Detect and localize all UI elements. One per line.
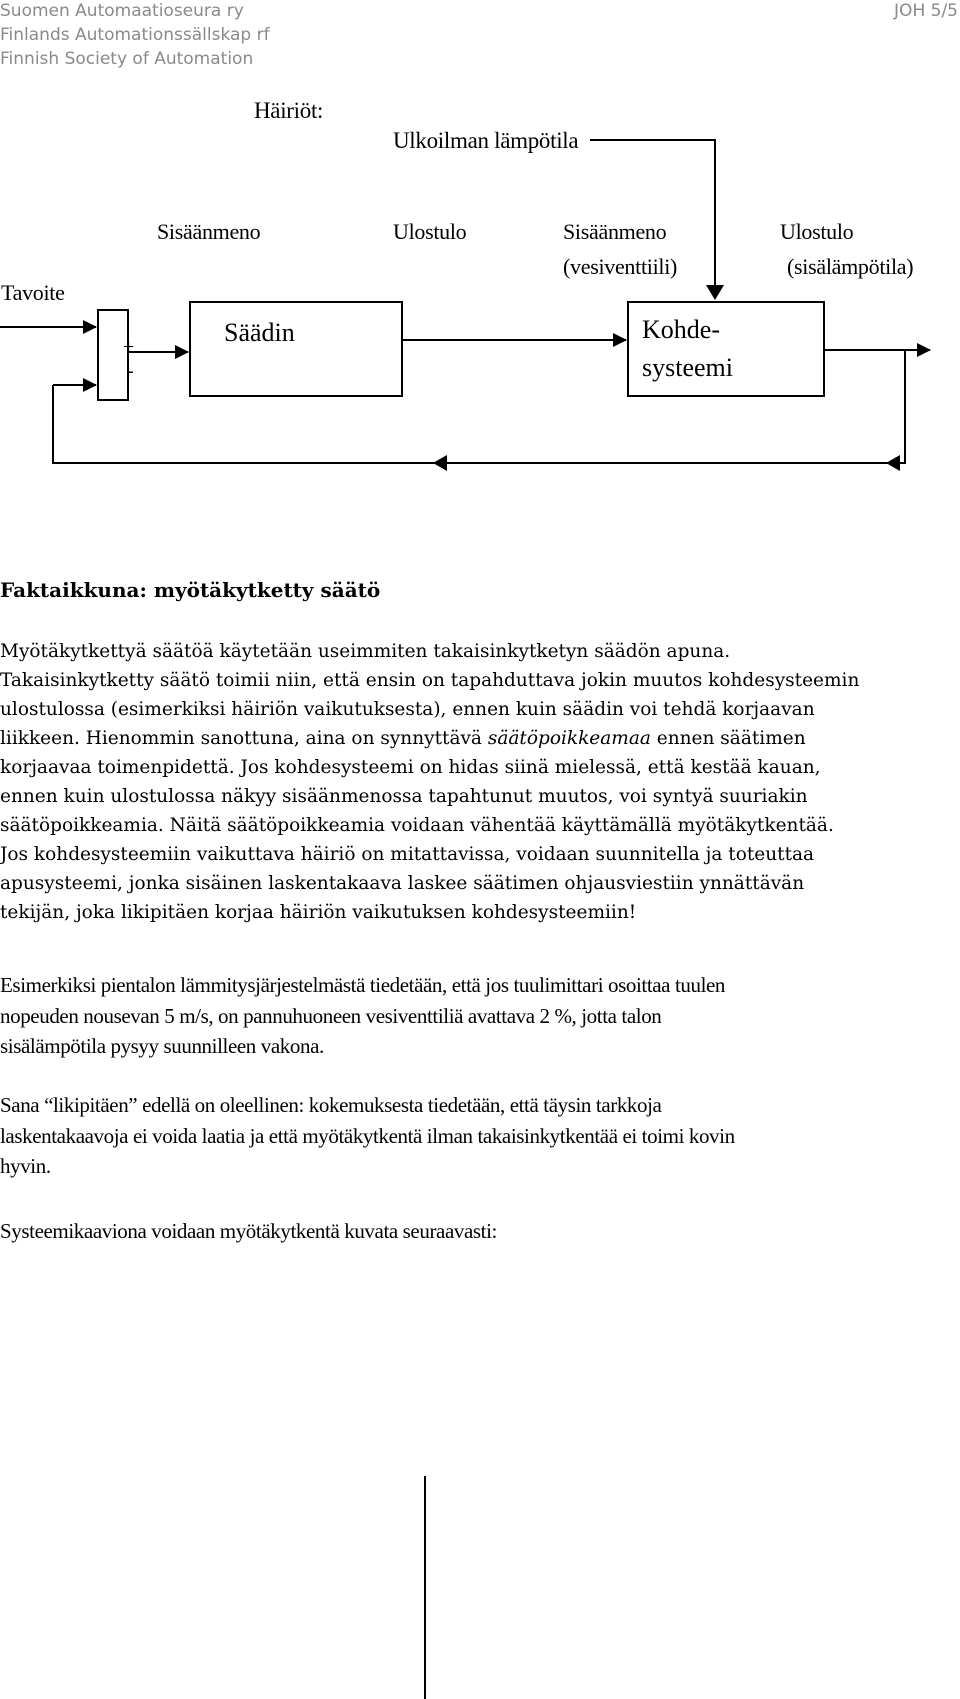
- text-line: korjaavaa toimenpidettä. Jos kohdesysteemi on hidas siinä mielessä, että kestää kauan,: [0, 757, 821, 778]
- label-input-controller: Sisäänmeno: [157, 219, 261, 244]
- label-input-system-sub: (vesiventtiili): [563, 254, 678, 279]
- sum-minus-sign: -: [127, 360, 134, 382]
- text-segment: ennen säätimen: [650, 728, 806, 749]
- text-line: apusysteemi, jonka sisäinen laskentakaava laskee säätimen ohjausviestiin ynnättävän: [0, 873, 805, 894]
- system-label-line2: systeemi: [642, 353, 733, 382]
- disturbance-name: Ulkoilman lämpötila: [393, 128, 579, 153]
- text-segment: liikkeen. Hienommin sanottuna, aina on synnyttävä: [0, 728, 488, 749]
- text-line: Myötäkytkettyä säätöä käytetään useimmiten takaisinkytketyn säädön apuna.: [0, 641, 731, 662]
- sum-plus-sign: +: [123, 336, 135, 358]
- text-line: sisälämpötila pysyy suunnilleen vakona.: [0, 1034, 324, 1058]
- controller-label: Säädin: [224, 318, 295, 347]
- emphasized-term: säätöpoikkeamaa: [487, 728, 651, 749]
- label-output-controller: Ulostulo: [393, 219, 467, 244]
- text-line: Sana “likipitäen” edellä on oleellinen: kokemuksesta tiedetään, että täysin tarkkoja: [0, 1093, 662, 1117]
- org-name-finnish: Suomen Automaatioseura ry: [0, 1, 244, 21]
- disturbance-title: Häiriöt:: [254, 98, 324, 123]
- page-reference: JOH 5/5: [894, 1, 958, 21]
- org-name-english: Finnish Society of Automation: [0, 49, 254, 69]
- text-line: tekijän, joka likipitäen korjaa häiriön vaikutuksen kohdesysteemiin!: [0, 902, 637, 923]
- text-line: ennen kuin ulostulossa näkyy sisäänmenossa tapahtunut muutos, voi syntyä suuriakin: [0, 786, 808, 807]
- org-name-swedish: Finlands Automationssällskap rf: [0, 25, 270, 45]
- label-output-system-sub: (sisälämpötila): [787, 254, 914, 279]
- text-line: Systeemikaaviona voidaan myötäkytkentä kuvata seuraavasti:: [0, 1219, 497, 1243]
- label-output-system: Ulostulo: [780, 219, 854, 244]
- label-setpoint: Tavoite: [1, 280, 65, 305]
- text-line: ulostulossa (esimerkiksi häiriön vaikutuksesta), ennen kuin säädin voi tehdä korjaavan: [0, 699, 815, 720]
- section-heading: Faktaikkuna: myötäkytketty säätö: [0, 578, 381, 602]
- text-line: Takaisinkytketty säätö toimii niin, että ensin on tapahduttava jokin muutos kohdesysteemin: [0, 670, 860, 691]
- text-line: Esimerkiksi pientalon lämmitysjärjestelmästä tiedetään, että jos tuulimittari osoittaa tuulen: [0, 973, 726, 997]
- text-line: laskentakaavoja ei voida laatia ja että myötäkytkentä ilman takaisinkytkentää ei toimi kovin: [0, 1123, 735, 1148]
- text-line: nopeuden nousevan 5 m/s, on pannuhuoneen vesiventtiliä avattava 2 %, jotta talon: [0, 1003, 662, 1028]
- text-line: hyvin.: [0, 1154, 51, 1178]
- text-line: säätöpoikkeamia. Näitä säätöpoikkeamia voidaan vähentää käyttämällä myötäkytkentää.: [0, 815, 834, 836]
- label-input-system: Sisäänmeno: [563, 219, 667, 244]
- system-label-line1: Kohde-: [642, 315, 720, 344]
- text-line: Jos kohdesysteemiin vaikuttava häiriö on mitattavissa, voidaan suunnitella ja toteuttaa: [0, 844, 815, 865]
